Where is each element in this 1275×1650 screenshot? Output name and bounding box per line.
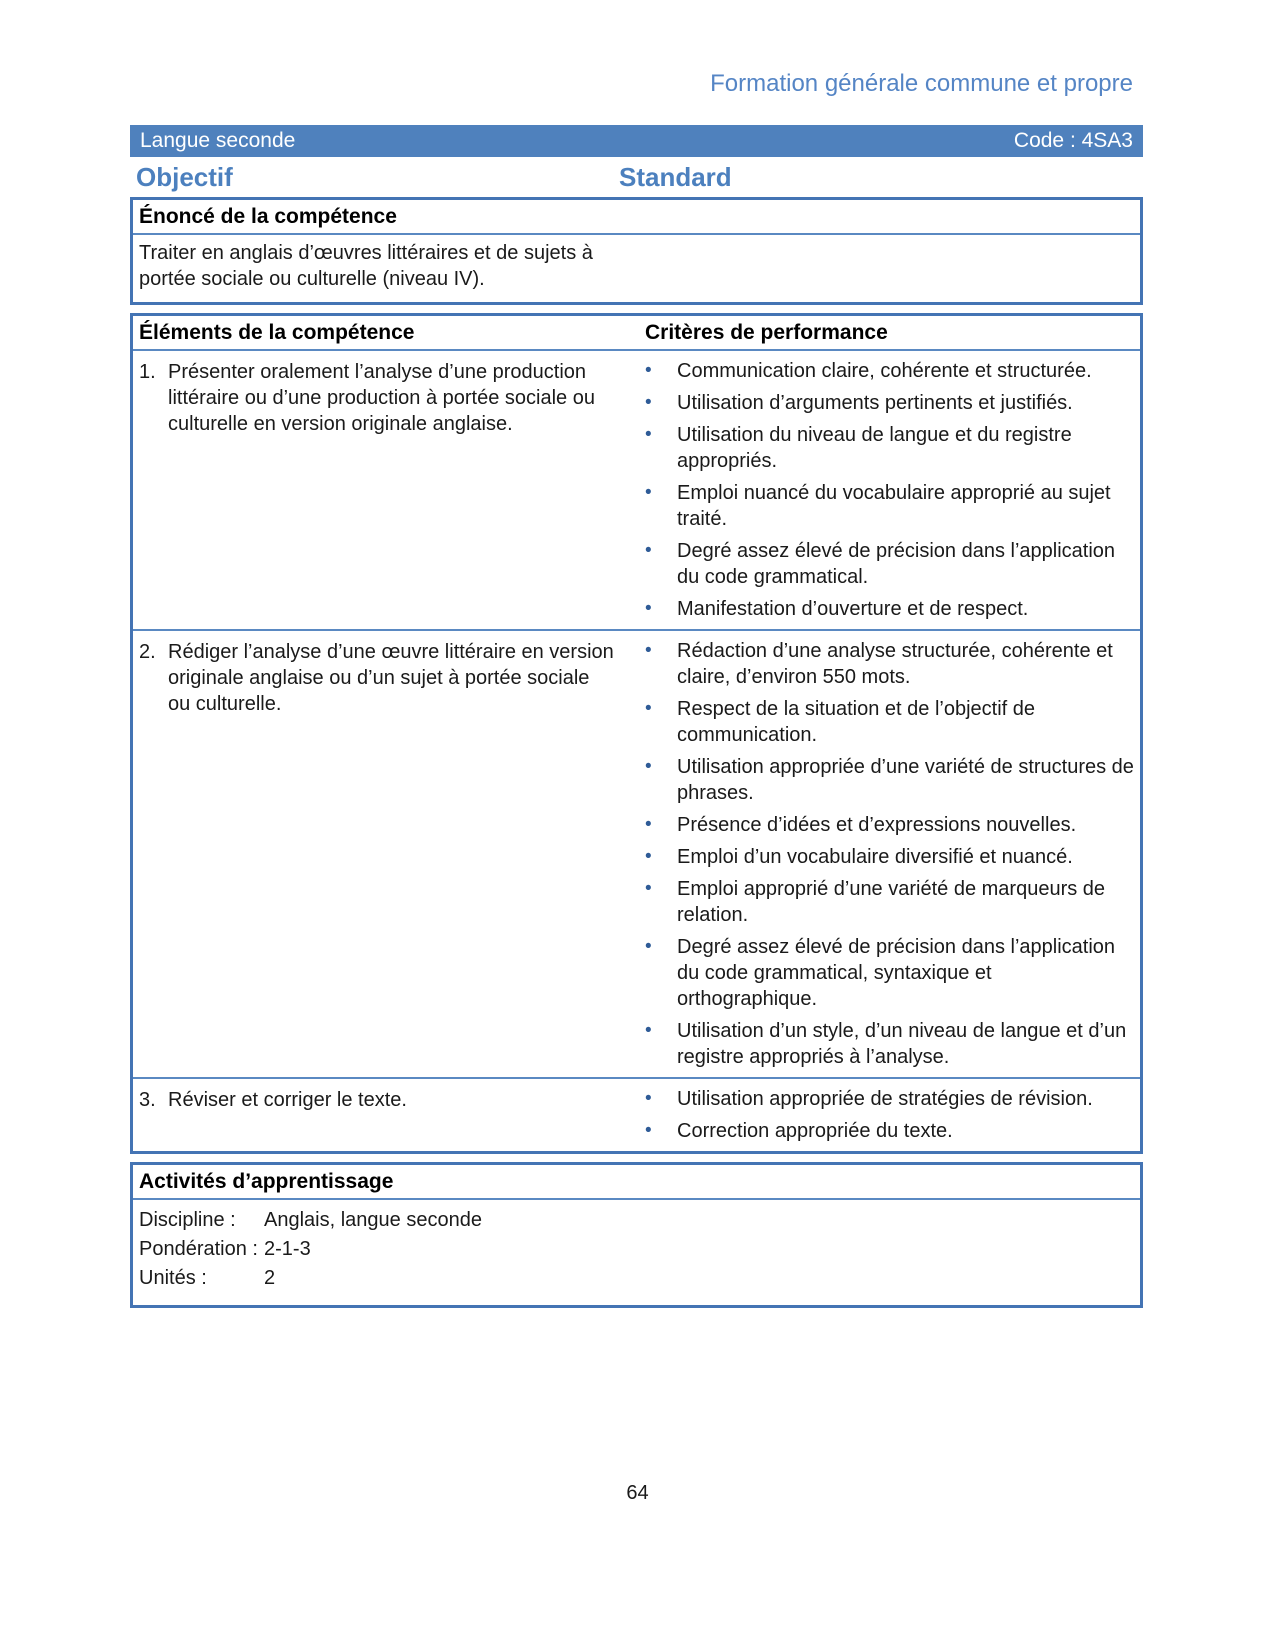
field-value: 2-1-3 [264,1238,311,1260]
field-row-ponderation [139,1235,1132,1264]
element-number: 1. [139,361,156,383]
criteria-text: Utilisation d’arguments pertinents et justifiés. [677,392,1073,414]
criteria-text: Utilisation d’un style, d’un niveau de langue et d’un registre appropriés à l’analyse. [677,1020,1127,1068]
element-text: Rédiger l’analyse d’une œuvre littéraire en version originale anglaise ou d’un sujet à portée sociale ou culturelle. [168,641,614,715]
element-number: 2. [139,641,156,663]
element-text: Présenter oralement l’analyse d’une production littéraire ou d’une production à portée sociale ou culturelle en version originale anglaise. [168,361,595,435]
bullet-icon: • [645,640,652,661]
field-value: 2 [264,1267,276,1289]
criteria-item [622,812,1134,838]
criteria-text: Utilisation appropriée de stratégies de révision. [677,1088,1093,1110]
competence-table-header [133,316,1140,351]
criteria-text: Utilisation du niveau de langue et du registre appropriés. [677,424,1072,472]
criteria-item [622,480,1134,532]
activites-body [133,1200,1140,1305]
element-item [139,359,614,437]
bullet-icon: • [645,756,652,777]
criteres-column-header: Critères de performance [645,321,888,344]
enonce-header: Énoncé de la compétence [133,200,1140,235]
bullet-icon: • [645,540,652,561]
bullet-icon: • [645,360,652,381]
criteria-text: Correction appropriée du texte. [677,1120,953,1142]
element-item [139,639,614,717]
criteria-item [622,358,1134,384]
criteria-list [622,638,1134,1070]
criteria-item [622,390,1134,416]
competence-row-1 [133,351,1140,631]
banner-code-label: Code : 4SA3 [1013,129,1133,152]
enonce-text: Traiter en anglais d’œuvres littéraires et de sujets à portée sociale ou culturelle (niveau IV). [139,242,593,290]
bullet-icon: • [645,936,652,957]
bullet-icon: • [645,878,652,899]
document-page [130,0,1143,1308]
element-number: 3. [139,1089,156,1111]
page-number: 64 [626,1482,649,1504]
bullet-icon: • [645,698,652,719]
criteria-item [622,422,1134,474]
bullet-icon: • [645,1020,652,1041]
competence-table [130,313,1143,1154]
bullet-icon: • [645,598,652,619]
standard-heading: Standard [619,161,732,192]
elements-column-header: Éléments de la compétence [139,321,415,344]
criteria-item [622,538,1134,590]
criteria-text: Emploi d’un vocabulaire diversifié et nuancé. [677,846,1073,868]
bullet-icon: • [645,814,652,835]
criteria-cell [622,631,1140,1077]
criteria-item [622,934,1134,1012]
criteria-text: Emploi nuancé du vocabulaire approprié au sujet traité. [677,482,1111,530]
bullet-icon: • [645,392,652,413]
criteria-item [622,596,1134,622]
criteria-text: Degré assez élevé de précision dans l’application du code grammatical, syntaxique et orthographique. [677,936,1116,1010]
criteria-list [622,1086,1134,1144]
competence-row-3 [133,1079,1140,1151]
field-label: Pondération : [139,1238,258,1260]
criteria-text: Degré assez élevé de précision dans l’application du code grammatical. [677,540,1116,588]
activites-table [130,1162,1143,1308]
criteria-item [622,754,1134,806]
field-row-unites [139,1264,1132,1293]
bullet-icon: • [645,482,652,503]
criteria-item [622,696,1134,748]
element-cell [133,1079,622,1151]
criteria-text: Utilisation appropriée d’une variété de structures de phrases. [677,756,1134,804]
element-cell [133,631,622,1077]
enonce-body [133,235,1140,302]
element-item [139,1087,614,1113]
enonce-table [130,197,1143,305]
criteria-cell [622,351,1140,629]
running-header-title: Formation générale commune et propre [710,70,1133,97]
objectif-standard-row [130,157,1143,197]
criteria-item [622,638,1134,690]
criteria-text: Respect de la situation et de l’objectif de communication. [677,698,1035,746]
bullet-icon: • [645,1120,652,1141]
bullet-icon: • [645,1088,652,1109]
criteria-item [622,876,1134,928]
field-row-discipline [139,1206,1132,1235]
criteria-cell [622,1079,1140,1151]
language-banner [130,125,1143,157]
bullet-icon: • [645,424,652,445]
competence-row-2 [133,631,1140,1079]
element-cell [133,351,622,629]
field-label: Unités : [139,1267,207,1289]
criteria-item [622,1086,1134,1112]
field-value: Anglais, langue seconde [264,1209,482,1231]
criteria-item [622,1118,1134,1144]
activites-header: Activités d’apprentissage [133,1165,1140,1200]
criteria-list [622,358,1134,622]
criteria-text: Emploi approprié d’une variété de marqueurs de relation. [677,878,1106,926]
field-label: Discipline : [139,1209,236,1231]
criteria-text: Manifestation d’ouverture et de respect. [677,598,1029,620]
criteria-text: Rédaction d’une analyse structurée, cohérente et claire, d’environ 550 mots. [677,640,1113,688]
objectif-heading: Objectif [136,161,233,192]
bullet-icon: • [645,846,652,867]
criteria-item [622,844,1134,870]
criteria-text: Présence d’idées et d’expressions nouvelles. [677,814,1077,836]
criteria-text: Communication claire, cohérente et structurée. [677,360,1092,382]
element-text: Réviser et corriger le texte. [168,1089,407,1111]
banner-discipline-label: Langue seconde [140,129,296,152]
criteria-item [622,1018,1134,1070]
